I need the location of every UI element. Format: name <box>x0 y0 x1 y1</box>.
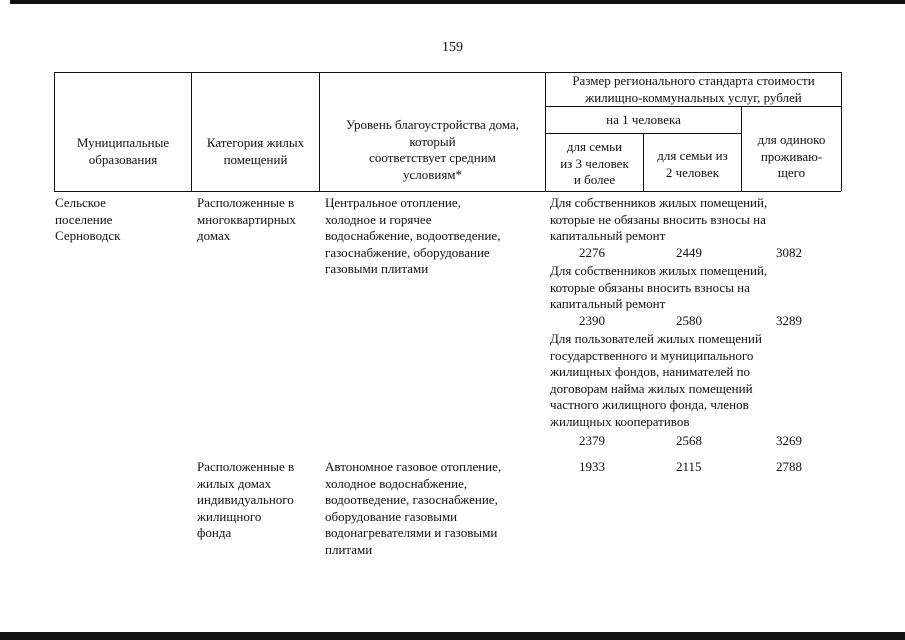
table-left-border <box>54 72 55 191</box>
group2-value-single: 3289 <box>776 313 802 328</box>
group3-value-family2: 2568 <box>676 433 702 448</box>
group1-label: Для собственников жилых помещений, которые не обязаны вносить взносы на капитальный ремонт <box>550 195 768 243</box>
group3-label: Для пользователей жилых помещений государственного и муниципального жилищных фондов, нанимателей по договорам найма жилых помещений частного жилищного фонда, членов жилищных кооперативов <box>550 331 762 429</box>
group1-value-family2: 2449 <box>676 245 702 260</box>
group2-value-family2: 2580 <box>676 313 702 328</box>
header-housing-category: Категория жилых помещений <box>206 135 305 167</box>
header-single-resident: для одиноко проживаю- щего <box>757 132 826 180</box>
header-bottom-border <box>54 191 841 192</box>
header-municipalities: Муниципальные образования <box>76 135 170 167</box>
header-family-2: для семьи из 2 человек <box>657 148 728 180</box>
size-group-divider <box>545 106 841 107</box>
scan-top-border <box>10 0 905 4</box>
group2-label: Для собственников жилых помещений, которые обязаны вносить взносы на капитальный ремонт <box>550 263 768 311</box>
row2-value-family3: 1933 <box>579 459 605 474</box>
table-right-border <box>841 72 842 191</box>
header-amenity-level: Уровень благоустройства дома, который соответствует средним условиям* <box>345 117 520 182</box>
row2-value-family2: 2115 <box>676 459 702 474</box>
row1-amenity-level: Центральное отопление, холодное и горячее водоснабжение, водоотведение, газоснабжение, оборудование газовыми плитами <box>325 195 501 276</box>
header-standard-size: Размер регионального стандарта стоимости жилищно-коммунальных услуг, рублей <box>572 73 815 105</box>
row1-municipality: Сельское поселение Серноводск <box>55 195 121 243</box>
header-per-person: на 1 человека <box>606 112 681 127</box>
group1-value-single: 3082 <box>776 245 802 260</box>
group2-value-family3: 2390 <box>579 313 605 328</box>
row2-category: Расположенные в жилых домах индивидуального жилищного фонда <box>197 459 295 540</box>
group1-value-family3: 2276 <box>579 245 605 260</box>
row2-amenity-level: Автономное газовое отопление, холодное водоснабжение, водоотведение, газоснабжение, оборудование газовыми водонагревателями и газовыми плитами <box>325 459 502 557</box>
header-family-3-plus: для семьи из 3 человек и более <box>560 139 629 187</box>
scan-bottom-border <box>0 632 905 640</box>
group3-value-single: 3269 <box>776 433 802 448</box>
page-number: 159 <box>442 40 463 55</box>
group3-value-family3: 2379 <box>579 433 605 448</box>
row1-category: Расположенные в многоквартирных домах <box>197 195 296 243</box>
row2-value-single: 2788 <box>776 459 802 474</box>
col-divider-1 <box>191 72 192 191</box>
